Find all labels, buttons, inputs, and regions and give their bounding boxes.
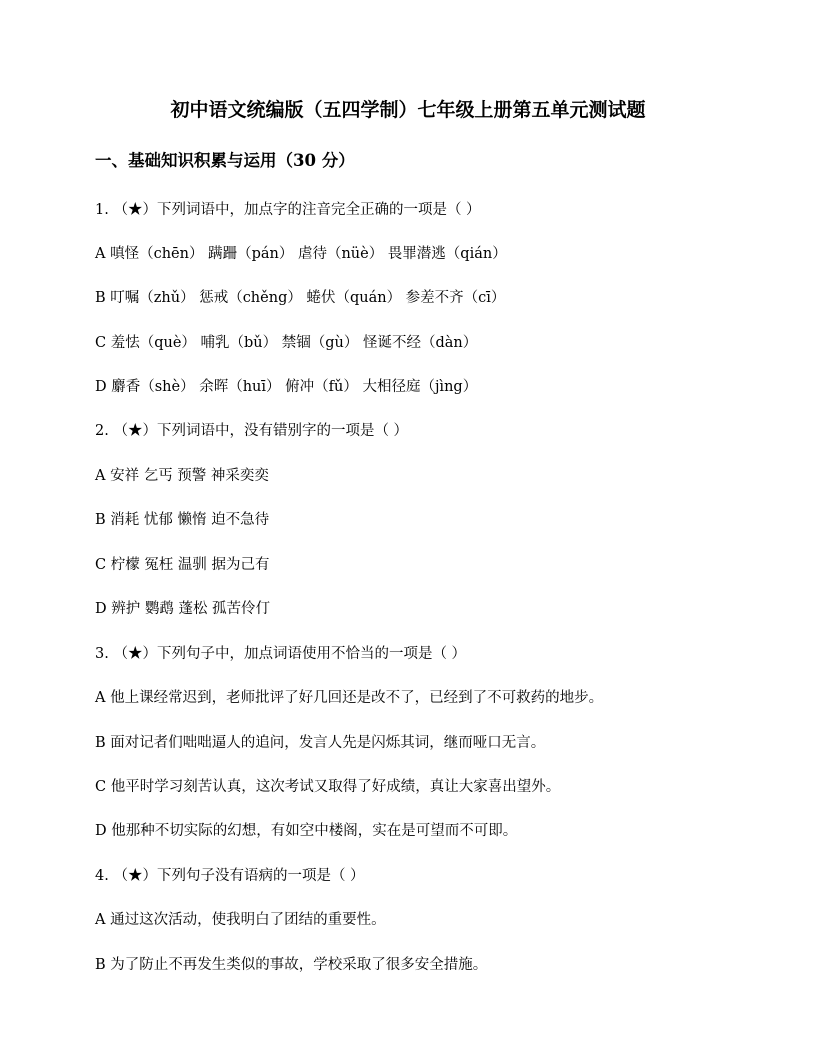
question-2-option-c: C 柠檬 冤枉 温驯 据为己有 (95, 557, 270, 573)
question-3-option-a: A 他上课经常迟到，老师批评了好几回还是改不了，已经到了不可救药的地步。 (95, 690, 604, 706)
question-4-stem: 4. （★）下列句子没有语病的一项是（ ） (95, 868, 365, 884)
question-3-stem: 3. （★）下列句子中，加点词语使用不恰当的一项是（ ） (95, 646, 467, 662)
question-1-stem: 1. （★）下列词语中，加点字的注音完全正确的一项是（ ） (95, 202, 481, 218)
question-3-option-c: C 他平时学习刻苦认真，这次考试又取得了好成绩，真让大家喜出望外。 (95, 779, 561, 795)
question-2-stem: 2. （★）下列词语中，没有错别字的一项是（ ） (95, 423, 409, 439)
question-3-option-d: D 他那种不切实际的幻想，有如空中楼阁，实在是可望而不可即。 (95, 823, 518, 839)
question-2-option-b: B 消耗 忧郁 懒惰 迫不急待 (95, 512, 270, 528)
section-heading: 一、基础知识积累与运用（30 分） (95, 151, 355, 170)
question-2-option-d: D 辨护 鹦鹉 蓬松 孤苦伶仃 (95, 601, 271, 617)
question-1-option-d: D 麝香（shè） 余晖（huī） 俯冲（fǔ） 大相径庭（jìng） (95, 379, 478, 395)
question-1-option-c: C 羞怯（què） 哺乳（bǔ） 禁锢（gù） 怪诞不经（dàn） (95, 335, 478, 351)
question-1-option-a: A 嗔怪（chēn） 蹒跚（pán） 虐待（nüè） 畏罪潜逃（qián） (95, 246, 507, 262)
question-3-option-b: B 面对记者们咄咄逼人的追问，发言人先是闪烁其词，继而哑口无言。 (95, 735, 546, 751)
question-1-option-b: B 叮嘱（zhǔ） 惩戒（chěng） 蜷伏（quán） 参差不齐（cī） (95, 290, 506, 306)
question-2-option-a: A 安祥 乞丐 预警 神采奕奕 (95, 468, 269, 484)
question-4-option-b: B 为了防止不再发生类似的事故，学校采取了很多安全措施。 (95, 957, 488, 973)
question-4-option-a: A 通过这次活动，使我明白了团结的重要性。 (95, 912, 386, 928)
document-title: 初中语文统编版（五四学制）七年级上册第五单元测试题 (170, 99, 646, 121)
